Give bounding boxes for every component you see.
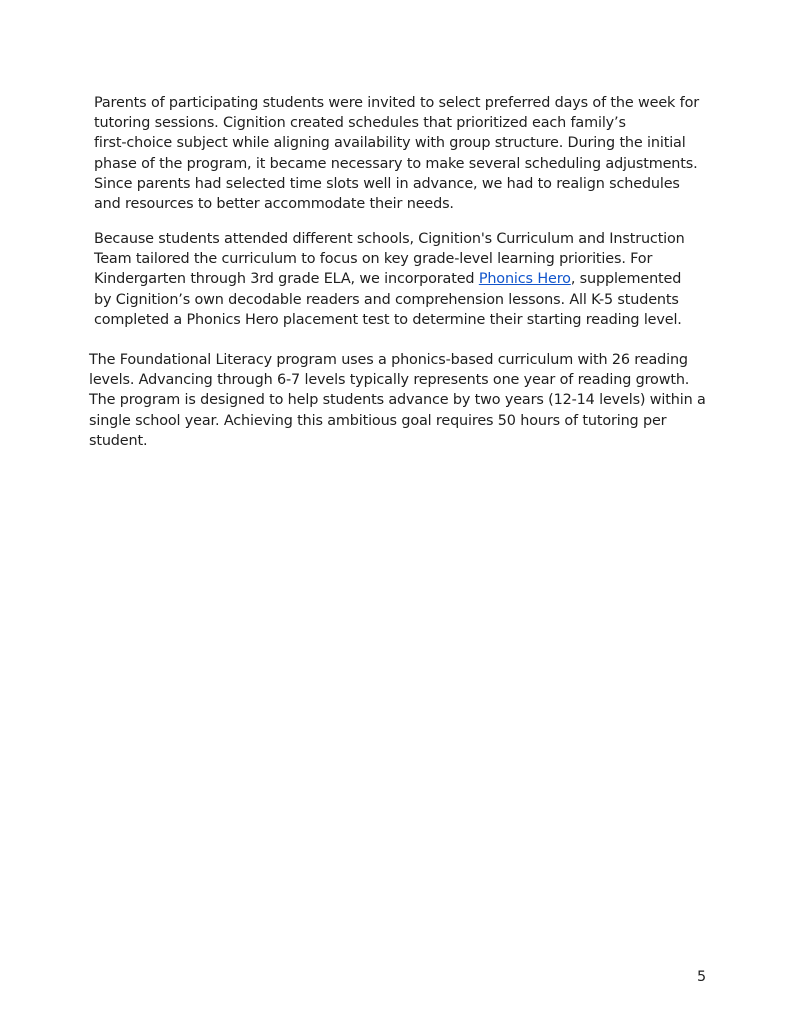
paragraph-line: Parents of participating students were invited to select preferred days of the week for (94, 95, 699, 111)
paragraph-line: single school year. Achieving this ambitious goal requires 50 hours of tutoring per (89, 412, 667, 429)
page-number: 5 (697, 969, 707, 985)
paragraph-line: completed a Phonics Hero placement test to determine their starting reading level. (94, 311, 682, 328)
paragraph-line: The program is designed to help students advance by two years (12-14 levels) within a (89, 392, 706, 409)
paragraph-curriculum (94, 229, 685, 330)
paragraph-line-with-link (94, 269, 685, 289)
paragraph-line: Team tailored the curriculum to focus on key grade-level learning priorities. For (94, 251, 653, 268)
paragraph-line: and resources to better accommodate their needs. (94, 196, 454, 213)
paragraph-line: The Foundational Literacy program uses a phonics-based curriculum with 26 reading (89, 352, 688, 368)
paragraph-scheduling (94, 93, 699, 214)
paragraph-line: first-choice subject while aligning availability with group structure. During the initial (94, 135, 686, 152)
paragraph-line: by Cignition’s own decodable readers and comprehension lessons. All K-5 students (94, 291, 679, 308)
paragraph-foundational-literacy (89, 350, 706, 451)
paragraph-line: levels. Advancing through 6-7 levels typically represents one year of reading growth. (89, 372, 690, 389)
phonics-hero-link[interactable]: Phonics Hero (478, 271, 571, 288)
paragraph-line: phase of the program, it became necessary to make several scheduling adjustments. (94, 155, 698, 172)
text-segment: Kindergarten through 3rd grade ELA, we incorporated (94, 271, 479, 288)
paragraph-line: student. (89, 432, 148, 449)
text-segment: , supplemented (570, 271, 682, 288)
paragraph-line: Because students attended different schools, Cignition's Curriculum and Instruction (94, 231, 685, 247)
paragraph-line: tutoring sessions. Cignition created schedules that prioritized each family’s (94, 115, 626, 132)
paragraph-line: Since parents had selected time slots well in advance, we had to realign schedules (94, 175, 680, 192)
